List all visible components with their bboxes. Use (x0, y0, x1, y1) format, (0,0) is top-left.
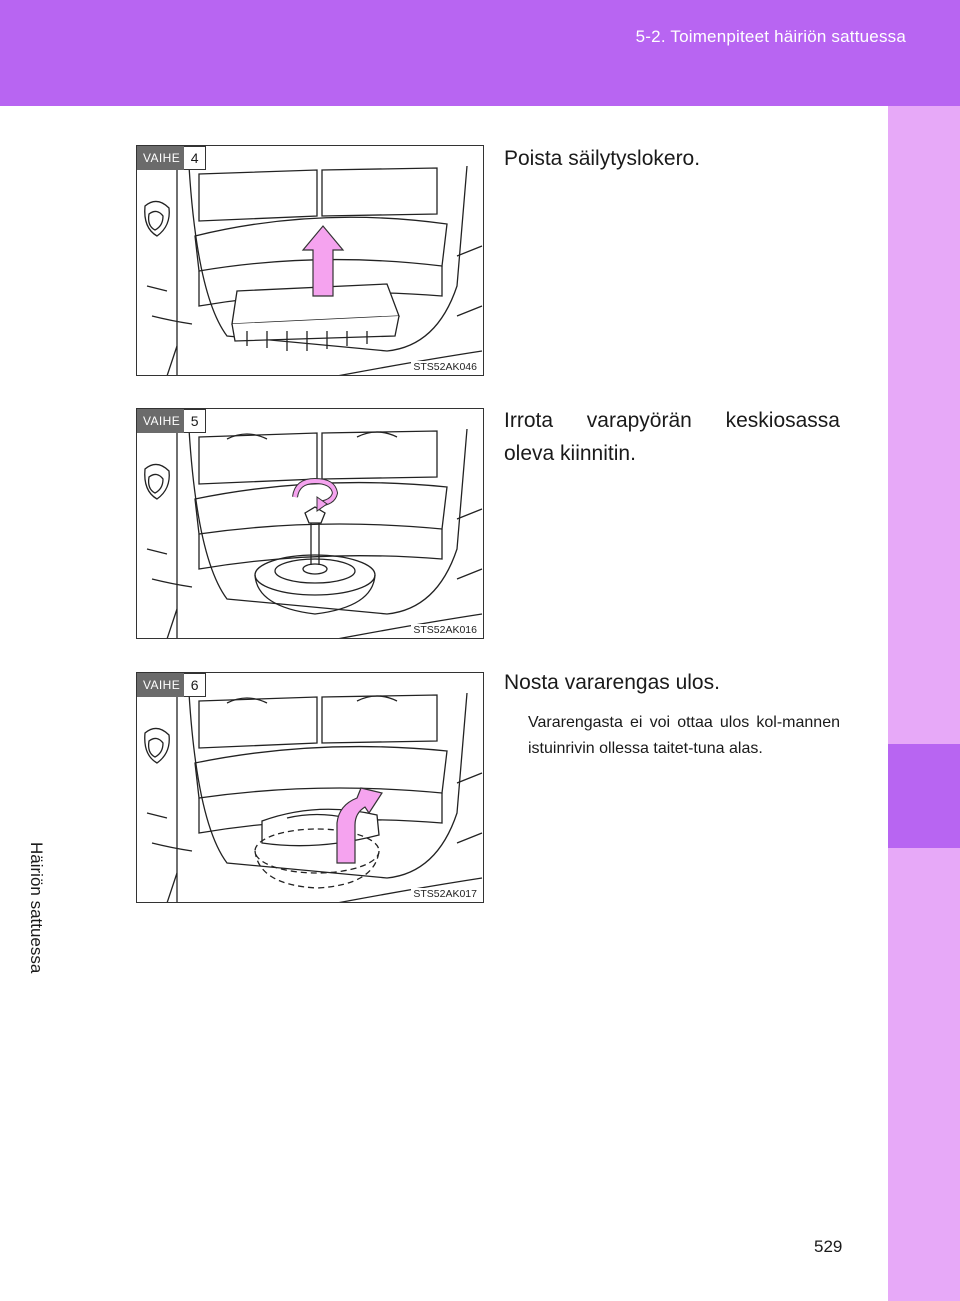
step-6-note: Vararengasta ei voi ottaa ulos kol-mannen istuinrivin ollessa taitet-tuna alas. (528, 714, 840, 758)
step-badge-number: 4 (184, 146, 206, 170)
step-6-text: Nosta vararengas ulos. (504, 671, 720, 694)
spare-wheel-removal-illustration (137, 673, 484, 903)
trunk-storage-illustration (137, 146, 484, 376)
step-badge-word: VAIHE (137, 673, 184, 697)
figure-code: STS52AK017 (413, 888, 477, 900)
step-badge (137, 146, 206, 170)
step-6-figure (136, 672, 484, 903)
step-badge-word: VAIHE (137, 409, 184, 433)
step-5-text: Irrota varapyörän keskiosassa oleva kiinnitin. (504, 409, 840, 465)
chapter-number-box (888, 744, 960, 848)
step-4-text: Poista säilytyslokero. (504, 147, 701, 170)
step-4-figure (136, 145, 484, 376)
page-number: 529 (814, 1237, 843, 1256)
header-band (0, 0, 960, 106)
step-badge (137, 673, 206, 697)
figure-code: STS52AK046 (413, 361, 477, 373)
step-5-figure (136, 408, 484, 639)
step-badge (137, 409, 206, 433)
chapter-side-tab (888, 106, 960, 1301)
section-title: 5-2. Toimenpiteet häiriön sattuessa (635, 27, 906, 46)
chapter-label: Häiriön sattuessa (27, 842, 46, 974)
step-badge-number: 6 (184, 673, 206, 697)
step-badge-word: VAIHE (137, 146, 184, 170)
chapter-number: 5 (31, 668, 41, 687)
step-badge-number: 5 (184, 409, 206, 433)
figure-code: STS52AK016 (413, 624, 477, 636)
spare-wheel-clamp-illustration (137, 409, 484, 639)
